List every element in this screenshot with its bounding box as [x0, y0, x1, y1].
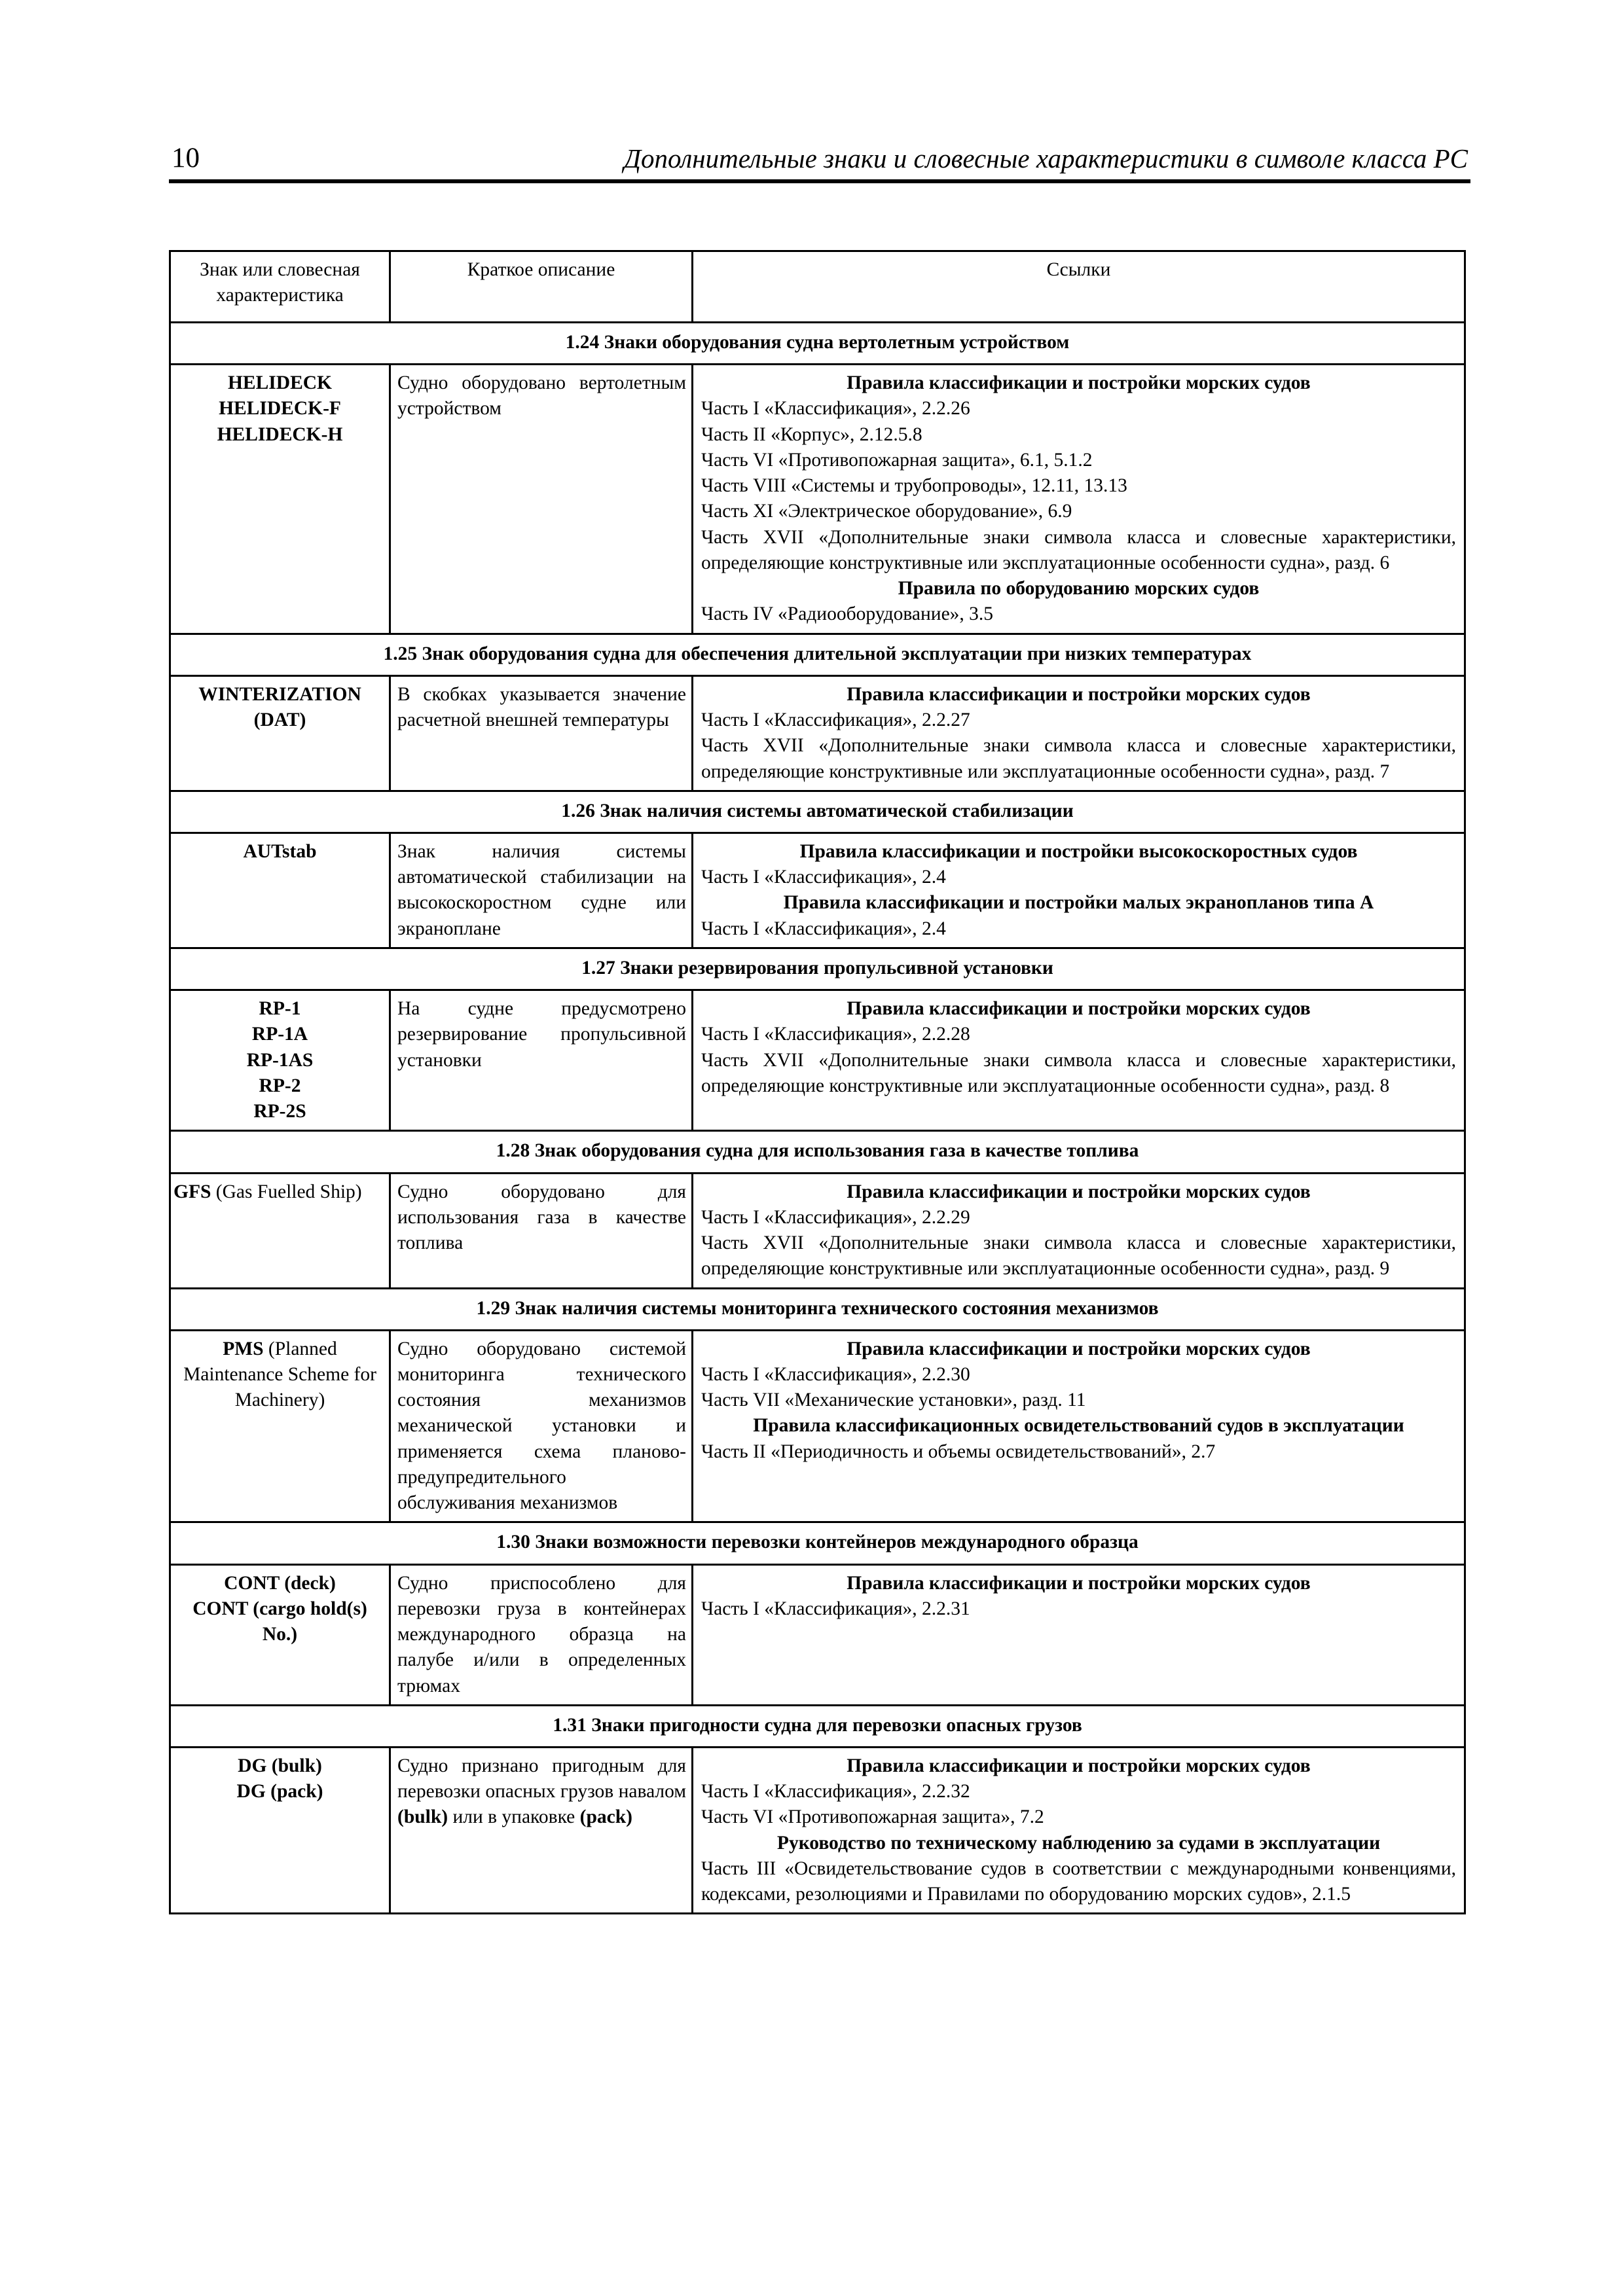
description-text: или в упаковке: [448, 1806, 580, 1828]
rules-title: Правила классификации и постройки морских судов: [847, 998, 1311, 1020]
table-row: [170, 1173, 1465, 1288]
rules-title: Правила классификации и постройки морских судов: [847, 1572, 1311, 1594]
description-cell: Судно оборудовано вертолетным устройством: [390, 365, 693, 634]
table-header-row: [170, 251, 1465, 323]
section-title: 1.25 Знак оборудования судна для обеспечения длительной эксплуатации при низких температурах: [170, 634, 1465, 675]
page-header: [169, 143, 1470, 183]
section-row: [170, 323, 1465, 365]
section-row: [170, 1288, 1465, 1330]
notation: AUTstab: [243, 840, 317, 862]
reference-line: Часть II «Периодичность и объемы освидетельствований», 2.7: [701, 1441, 1216, 1462]
notation-cell: [170, 1173, 390, 1288]
reference-line: Часть IV «Радиооборудование», 3.5: [701, 603, 994, 625]
rules-title: Правила классификации и постройки морских судов: [847, 683, 1311, 705]
table-row: [170, 675, 1465, 791]
references-cell: [693, 1173, 1465, 1288]
reference-line: Часть I «Классификация», 2.2.26: [701, 398, 970, 420]
notation-cell: [170, 365, 390, 634]
rules-title: Правила по оборудованию морских судов: [898, 578, 1260, 600]
reference-line: Часть I «Классификация», 2.2.32: [701, 1781, 970, 1803]
column-header-notation: Знак или словесная характеристика: [170, 251, 390, 323]
notation: RP-1A: [251, 1024, 308, 1045]
reference-line: Часть XVII «Дополнительные знаки символа класса и словесные характеристики, определяющие конструктивные или эксплуатационные особенности судна», разд. 8: [701, 1049, 1456, 1096]
section-title: 1.24 Знаки оборудования судна вертолетным устройством: [170, 323, 1465, 365]
reference-line: Часть III «Освидетельствование судов в соответствии с международными конвенциями, кодексами, резолюциями и Правилами по оборудованию морских судов», 2.1.5: [701, 1857, 1456, 1905]
table-row: [170, 990, 1465, 1131]
reference-line: Часть XVII «Дополнительные знаки символа класса и словесные характеристики, определяющие конструктивные или эксплуатационные особенности судна», разд. 9: [701, 1232, 1456, 1280]
page-number: 10: [172, 143, 200, 173]
rules-title: Правила классификации и постройки морских судов: [847, 1338, 1311, 1359]
notation: PMS: [223, 1338, 264, 1359]
description-cell: Знак наличия системы автоматической стабилизации на высокоскоростном судне или экраноплане: [390, 833, 693, 948]
references-cell: [693, 365, 1465, 634]
reference-line: Часть VIII «Системы и трубопроводы», 12.11, 13.13: [701, 475, 1127, 497]
column-header-references: Ссылки: [693, 251, 1465, 323]
rules-title: Правила классификации и постройки морских судов: [847, 372, 1311, 394]
notation-cell: [170, 1748, 390, 1914]
table-row: [170, 365, 1465, 634]
description-text: Судно признано пригодным для перевозки опасных грузов навалом: [397, 1755, 686, 1803]
section-title: 1.27 Знаки резервирования пропульсивной установки: [170, 948, 1465, 990]
notation: WINTERIZATION: [198, 683, 361, 705]
description-bold: (bulk): [397, 1806, 448, 1828]
notation: HELIDECK-H: [217, 423, 343, 445]
reference-line: Часть I «Классификация», 2.2.31: [701, 1598, 970, 1619]
reference-line: Часть XVII «Дополнительные знаки символа класса и словесные характеристики, определяющие конструктивные или эксплуатационные особенности судна», разд. 7: [701, 735, 1456, 782]
reference-line: Часть VI «Противопожарная защита», 6.1, 5.1.2: [701, 449, 1093, 471]
section-title: 1.31 Знаки пригодности судна для перевозки опасных грузов: [170, 1705, 1465, 1747]
description-cell: [390, 1748, 693, 1914]
notation: RP-1: [259, 998, 301, 1020]
notation: CONT (cargo hold(s): [192, 1598, 367, 1619]
table-row: [170, 1748, 1465, 1914]
references-cell: [693, 833, 1465, 948]
description-cell: Судно приспособлено для перевозки груза в контейнерах международного образца на палубе и/или в определенных трюмах: [390, 1564, 693, 1705]
notation-expansion: (Planned Maintenance Scheme for Machinery): [183, 1338, 376, 1411]
description-cell: На судне предусмотрено резервирование пропульсивной установки: [390, 990, 693, 1131]
section-row: [170, 948, 1465, 990]
notation-cell: [170, 833, 390, 948]
description-cell: Судно оборудовано для использования газа в качестве топлива: [390, 1173, 693, 1288]
class-notations-table: [169, 250, 1466, 1914]
reference-line: Часть I «Классификация», 2.4: [701, 867, 946, 888]
section-row: [170, 1705, 1465, 1747]
notation: RP-2S: [253, 1101, 306, 1122]
notation-cell: [170, 1564, 390, 1705]
reference-line: Часть XVII «Дополнительные знаки символа класса и словесные характеристики, определяющие конструктивные или эксплуатационные особенности судна», разд. 6: [701, 526, 1456, 573]
section-row: [170, 791, 1465, 833]
notation: (DAT): [253, 709, 306, 731]
notation-cell: [170, 990, 390, 1131]
reference-line: Часть I «Классификация», 2.2.29: [701, 1206, 970, 1228]
notation: GFS: [173, 1181, 211, 1202]
references-cell: [693, 1748, 1465, 1914]
notation-expansion: (Gas Fuelled Ship): [211, 1181, 362, 1202]
references-cell: [693, 1564, 1465, 1705]
references-cell: [693, 990, 1465, 1131]
references-cell: [693, 675, 1465, 791]
notation-cell: [170, 675, 390, 791]
reference-line: Часть VI «Противопожарная защита», 7.2: [701, 1806, 1044, 1828]
section-row: [170, 1522, 1465, 1564]
section-row: [170, 634, 1465, 675]
section-title: 1.28 Знак оборудования судна для использования газа в качестве топлива: [170, 1131, 1465, 1173]
rules-title: Правила классификации и постройки малых экранопланов типа А: [783, 892, 1374, 914]
notation: RP-2: [259, 1075, 301, 1096]
notation: HELIDECK-F: [219, 398, 341, 420]
notation: RP-1AS: [246, 1049, 314, 1071]
table-row: [170, 1564, 1465, 1705]
rules-title: Правила классификации и постройки высокоскоростных судов: [799, 840, 1358, 862]
notation: DG (pack): [236, 1781, 323, 1803]
reference-line: Часть II «Корпус», 2.12.5.8: [701, 423, 922, 445]
reference-line: Часть I «Классификация», 2.2.28: [701, 1024, 970, 1045]
rules-title: Правила классификации и постройки морских судов: [847, 1181, 1311, 1202]
reference-line: Часть I «Классификация», 2.2.30: [701, 1363, 970, 1385]
rules-title: Правила классификации и постройки морских судов: [847, 1755, 1311, 1777]
notation: CONT (deck): [224, 1572, 336, 1594]
reference-line: Часть I «Классификация», 2.2.27: [701, 709, 970, 731]
section-title: 1.29 Знак наличия системы мониторинга технического состояния механизмов: [170, 1288, 1465, 1330]
table-row: [170, 833, 1465, 948]
references-cell: [693, 1330, 1465, 1522]
description-cell: Судно оборудовано системой мониторинга технического состояния механизмов механической установки и применяется схема планово-предупредительного обслуживания механизмов: [390, 1330, 693, 1522]
column-header-description: Краткое описание: [390, 251, 693, 323]
notation: No.): [262, 1624, 298, 1645]
section-row: [170, 1131, 1465, 1173]
rules-title: Правила классификационных освидетельствований судов в эксплуатации: [753, 1415, 1404, 1437]
reference-line: Часть I «Классификация», 2.4: [701, 918, 946, 939]
rules-title: Руководство по техническому наблюдению за судами в эксплуатации: [776, 1832, 1381, 1854]
table-row: [170, 1330, 1465, 1522]
reference-line: Часть XI «Электрическое оборудование», 6.9: [701, 501, 1072, 522]
notation-cell: [170, 1330, 390, 1522]
notation: HELIDECK: [227, 372, 332, 394]
description-cell: В скобках указывается значение расчетной внешней температуры: [390, 675, 693, 791]
description-bold: (pack): [579, 1806, 632, 1828]
reference-line: Часть VII «Механические установки», разд. 11: [701, 1390, 1086, 1411]
section-title: 1.26 Знак наличия системы автоматической стабилизации: [170, 791, 1465, 833]
section-title: 1.30 Знаки возможности перевозки контейнеров международного образца: [170, 1522, 1465, 1564]
running-title: Дополнительные знаки и словесные характеристики в символе класса РС: [623, 143, 1468, 173]
notation: DG (bulk): [238, 1755, 322, 1777]
